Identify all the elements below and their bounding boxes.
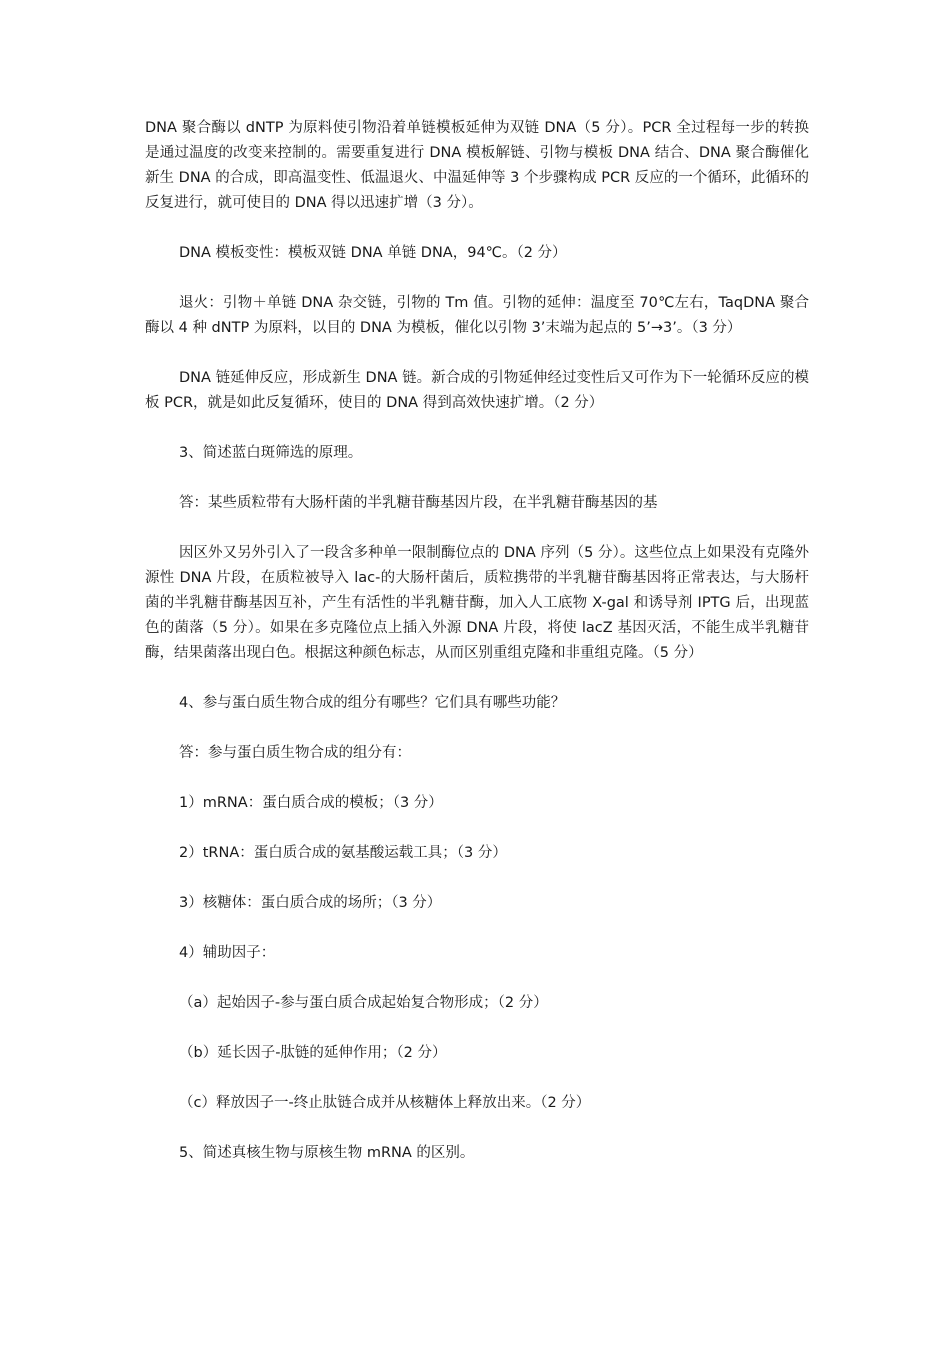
answer-4-subitem-a: （a）起始因子-参与蛋白质合成起始复合物形成；（2 分） (179, 995, 548, 1011)
question-4-heading: 4、参与蛋白质生物合成的组分有哪些？它们具有哪些功能？ (179, 695, 566, 711)
answer-3-body: 因区外又另外引入了一段含多种单一限制酶位点的 DNA 序列（5 分）。这些位点上如果没有克隆外源性 DNA 片段，在质粒被导入 lac-的大肠杆菌后，质粒携带的半乳糖苷酶基因将正常表达，与大肠杆菌的半乳糖苷酶基因互补，产生有活性的半乳糖苷酶，加入人工底物 X-gal 和诱导剂 IPTG 后，出现蓝色的菌落（5 分）。如果在多克隆位点上插入外源 DNA 片段，将使 lacZ 基因灭活，不能生成半乳糖苷酶，结果菌落出现白色。根据这种颜色标志，从而区别重组克隆和非重组克隆。（5 分） (145, 545, 809, 661)
answer-3-intro: 答：某些质粒带有大肠杆菌的半乳糖苷酶基因片段，在半乳糖苷酶基因的基 (179, 495, 658, 511)
paragraph-denaturation: DNA 模板变性：模板双链 DNA 单链 DNA，94℃。（2 分） (179, 245, 567, 261)
answer-4-item-factors: 4）辅助因子： (179, 945, 276, 961)
question-5-heading: 5、简述真核生物与原核生物 mRNA 的区别。 (179, 1145, 475, 1161)
answer-4-intro: 答：参与蛋白质生物合成的组分有： (179, 745, 411, 761)
answer-4-item-mrna: 1）mRNA：蛋白质合成的模板；（3 分） (179, 795, 443, 811)
answer-4-item-trna: 2）tRNA：蛋白质合成的氨基酸运载工具；（3 分） (179, 845, 507, 861)
answer-4-subitem-c: （c）释放因子一-终止肽链合成并从核糖体上释放出来。（2 分） (179, 1095, 591, 1111)
question-3-heading: 3、简述蓝白斑筛选的原理。 (179, 445, 363, 461)
document-body (145, 116, 809, 1191)
answer-4-item-ribosome: 3）核糖体：蛋白质合成的场所；（3 分） (179, 895, 442, 911)
paragraph-annealing-extension: 退火：引物＋单链 DNA 杂交链，引物的 Tm 值。引物的延伸：温度至 70℃左右，TaqDNA 聚合酶以 4 种 dNTP 为原料，以目的 DNA 为模板，催化以引物 3’末端为起点的 5’→3’。（3 分） (145, 295, 809, 336)
paragraph-pcr-overview: DNA 聚合酶以 dNTP 为原料使引物沿着单链模板延伸为双链 DNA（5 分）。PCR 全过程每一步的转换是通过温度的改变来控制的。需要重复进行 DNA 模板解链、引物与模板 DNA 结合、DNA 聚合酶催化新生 DNA 的合成，即高温变性、低温退火、中温延伸等 3 个步骤构成 PCR 反应的一个循环，此循环的反复进行，就可使目的 DNA 得以迅速扩增（3 分）。 (145, 120, 809, 211)
paragraph-dna-extension: DNA 链延伸反应，形成新生 DNA 链。新合成的引物延伸经过变性后又可作为下一轮循环反应的模板 PCR，就是如此反复循环，使目的 DNA 得到高效快速扩增。（2 分） (145, 370, 809, 411)
answer-4-subitem-b: （b）延长因子-肽链的延伸作用；（2 分） (179, 1045, 447, 1061)
